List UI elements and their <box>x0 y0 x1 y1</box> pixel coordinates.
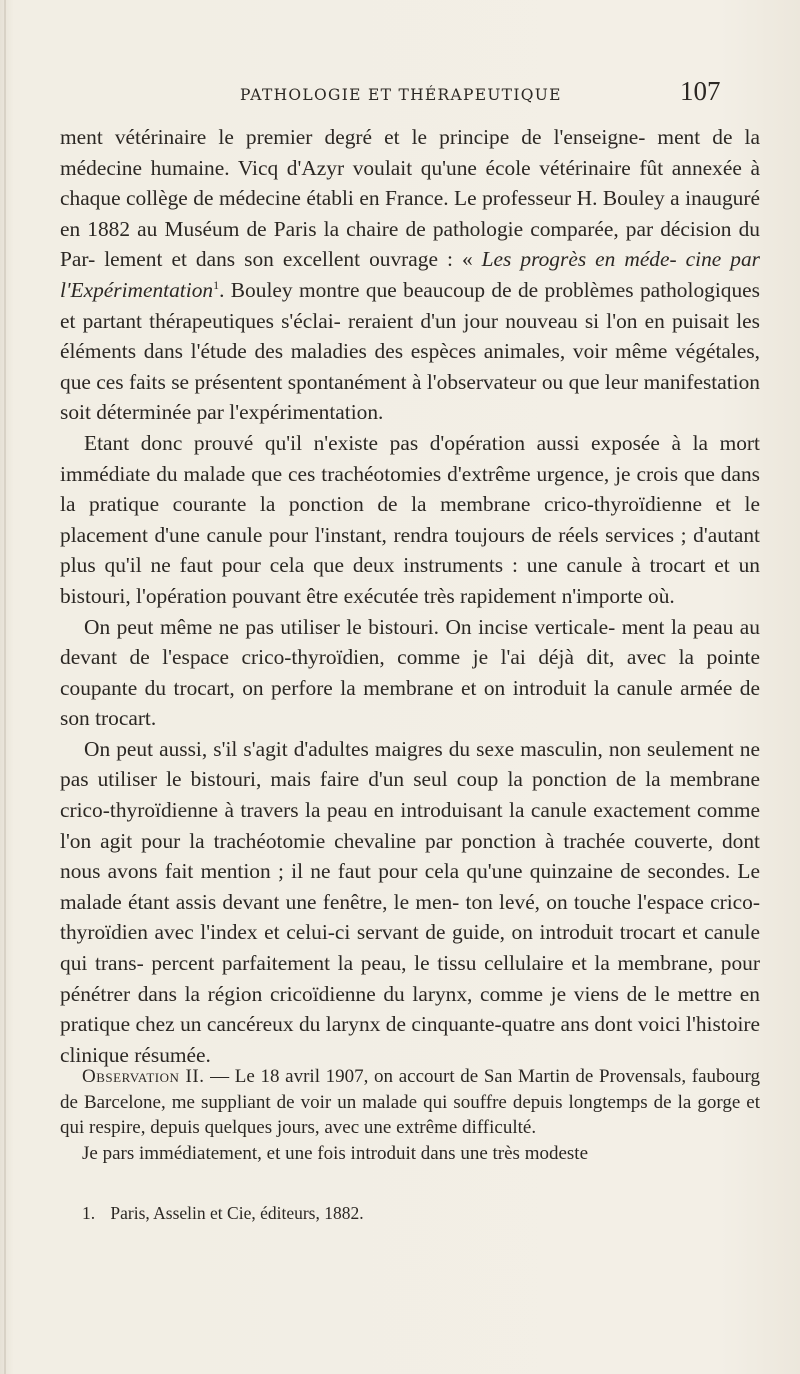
footnote-reference: 1 <box>213 277 220 292</box>
footnote-text: Paris, Asselin et Cie, éditeurs, 1882. <box>110 1203 364 1223</box>
observation-continuation: Je pars immédiatement, et une fois introduit dans une très modeste <box>82 1142 589 1164</box>
book-title-italic: Les progrès en méde- cine par l'Expérimentation <box>60 247 760 302</box>
observation-label: Observation II. <box>82 1066 205 1087</box>
paragraph-2: Etant donc prouvé qu'il n'existe pas d'opération aussi exposée à la mort immédiate du malade que ces trachéotomies d'extrême urgence, je crois que dans la pratique courante la ponction de la membrane crico-thyroïdienne et le placement d'une canule pour l'instant, rendra toujours de réels services ; d'autant plus qu'il ne faut pour cela que deux instruments : une canule à trocart et un bistouri, l'opération pouvant être exécutée très rapidement n'importe où. <box>60 430 760 608</box>
paragraph-3: On peut même ne pas utiliser le bistouri. On incise verticale- ment la peau au devant de l'espace crico-thyroïdien, comme je l'ai déjà dit, avec la pointe coupante du trocart, on perfore la membrane et on introduit la canule armée de son trocart. <box>60 614 760 731</box>
paragraph-4: On peut aussi, s'il s'agit d'adultes maigres du sexe masculin, non seulement ne pas utiliser le bistouri, mais faire d'un seul coup la ponction de la membrane crico-thyroïdienne à travers la peau en introduisant la canule exactement comme l'on agit pour la trachéotomie chevaline par ponction à trachée couverte, dont nous avons fait mention ; il ne faut pour cela qu'une quinzaine de secondes. Le malade étant assis devant une fenêtre, le men- ton levé, on touche l'espace crico-thyroïdien avec l'index et celui-ci servant de guide, on introduit trocart et canule qui trans- percent parfaitement la peau, le tissu cellulaire et la membrane, pour pénétrer dans la région cricoïdienne du larynx, comme je viens de le mettre en pratique chez un cancéreux du larynx de cinquante-quatre ans dont voici l'histoire clinique résumée. <box>60 736 760 1067</box>
paragraph-1-start: ment vétérinaire le premier degré et le principe de l'enseigne- ment de la médecine humaine. Vicq d'Azyr voulait qu'une école vétérinaire fût annexée à chaque collège de médecine établi en France. Le professeur H. Bouley a inauguré en 1882 au Muséum de Paris la chaire de pathologie comparée, par décision du Par- lement et dans son excellent ouvrage : « <box>60 125 760 272</box>
observation-text: — Le 18 avril 1907, on accourt de San Martin de Provensals, faubourg de Barcelone, me suppliant de voir un malade qui souffre depuis longtemps de la gorge et qui respire, depuis quelques jours, avec une extrême difficulté. <box>60 1066 760 1139</box>
observation-block <box>60 1064 760 1166</box>
running-title: PATHOLOGIE ET THÉRAPEUTIQUE <box>240 86 562 104</box>
paragraph-1-end: . Bouley montre que beaucoup de de problèmes pathologiques et partant thérapeutiques s'éclai- reraient d'un jour nouveau si l'on en puisait les éléments dans l'étude des maladies des espèces animales, voir même végétales, que ces faits se présentent spontanément à l'observateur ou que leur manifestation soit déterminée par l'expérimentation. <box>60 277 760 425</box>
page-edge <box>4 0 6 1374</box>
main-text <box>60 122 760 1070</box>
footnote-mark: 1. <box>82 1203 96 1223</box>
page-header <box>0 76 800 110</box>
page-number: 107 <box>680 76 721 106</box>
footnote <box>60 1202 760 1224</box>
paragraph-1 <box>60 122 760 428</box>
observation-paragraph <box>60 1064 760 1141</box>
